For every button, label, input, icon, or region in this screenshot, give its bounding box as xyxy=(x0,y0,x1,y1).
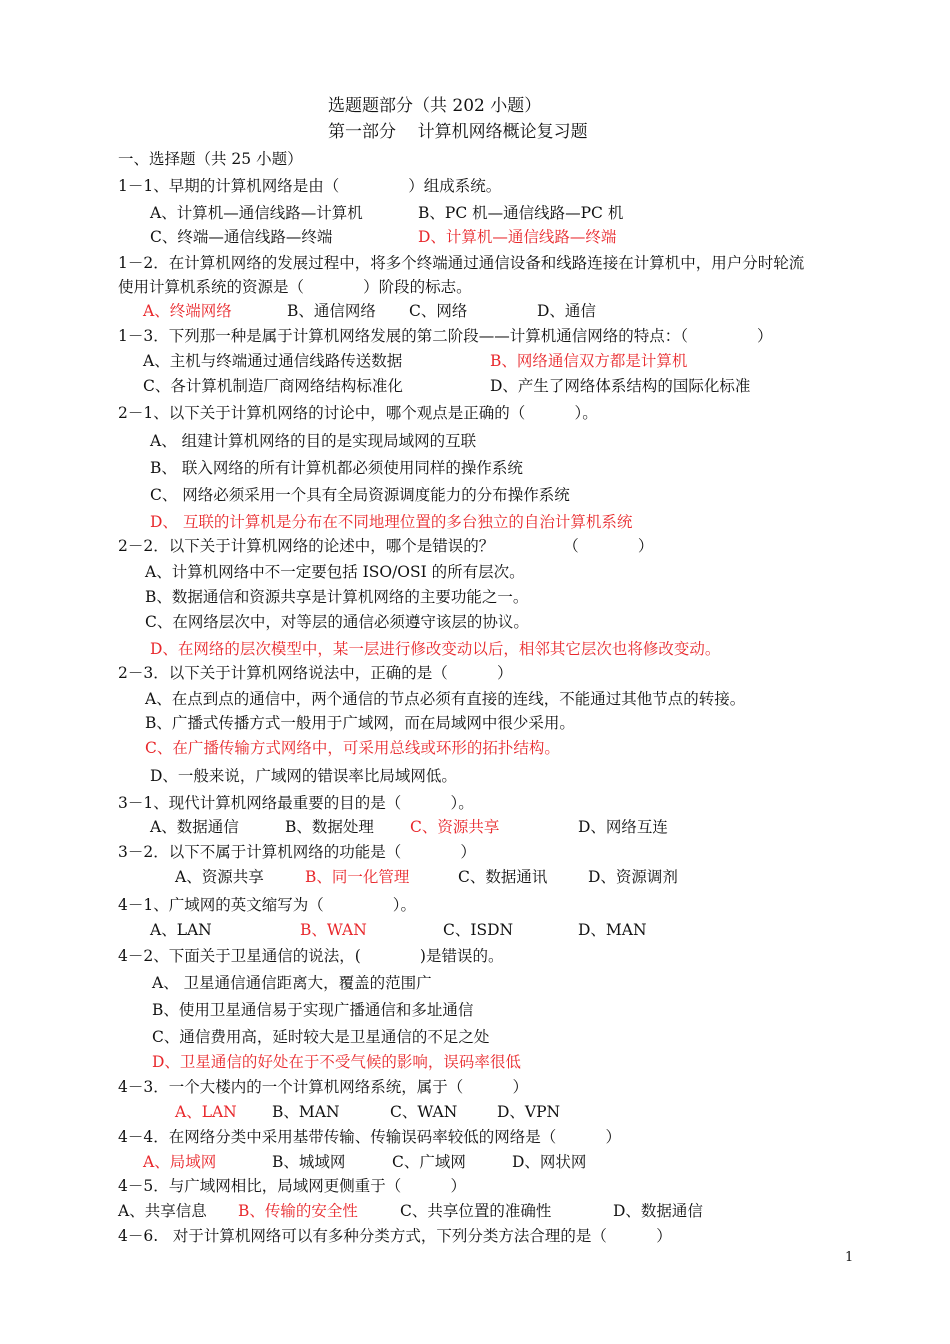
text-line: B、MAN xyxy=(272,1103,340,1121)
text-line: 4－4．在网络分类中采用基带传输、传输误码率较低的网络是（ ） xyxy=(118,1128,621,1146)
text-line: 2－3．以下关于计算机网络说法中，正确的是（ ） xyxy=(118,664,513,682)
document-title: 选题题部分（共 202 小题） xyxy=(328,96,542,116)
part-title: 第一部分 计算机网络概论复习题 xyxy=(328,122,588,142)
text-line: C、WAN xyxy=(390,1103,458,1121)
text-line: A、局域网 xyxy=(143,1153,217,1171)
text-line: A、在点到点的通信中，两个通信的节点必须有直接的连线，不能通过其他节点的转接。 xyxy=(145,690,746,708)
text-line: C、各计算机制造厂商网络结构标准化 xyxy=(143,377,403,395)
text-line: 1－3．下列那一种是属于计算机网络发展的第二阶段——计算机通信网络的特点：（ ） xyxy=(118,327,773,345)
text-line: D、网状网 xyxy=(512,1153,587,1171)
text-line: C、在广播传输方式网络中，可采用总线或环形的拓扑结构。 xyxy=(145,739,560,757)
text-line: D、资源调剂 xyxy=(588,868,678,886)
text-line: 2－2．以下关于计算机网络的论述中，哪个是错误的？ （ ） xyxy=(118,537,654,555)
text-line: C、网络 xyxy=(409,302,468,320)
page-number: 1 xyxy=(845,1250,854,1265)
text-line: 使用计算机系统的资源是（ ）阶段的标志。 xyxy=(118,278,472,296)
text-line: B、数据处理 xyxy=(285,818,374,836)
text-line: C、在网络层次中，对等层的通信必须遵守该层的协议。 xyxy=(145,613,529,631)
text-line: C、通信费用高，延时较大是卫星通信的不足之处 xyxy=(152,1028,490,1046)
text-line: D、计算机—通信线路—终端 xyxy=(418,228,617,246)
text-line: A、 组建计算机网络的目的是实现局域网的互联 xyxy=(150,432,477,450)
text-line: B、 联入网络的所有计算机都必须使用同样的操作系统 xyxy=(150,459,523,477)
text-line: A、 卫星通信通信距离大，覆盖的范围广 xyxy=(152,974,432,992)
text-line: A、主机与终端通过通信线路传送数据 xyxy=(143,352,403,370)
text-line: 3－2．以下不属于计算机网络的功能是（ ） xyxy=(118,843,476,861)
text-line: D、数据通信 xyxy=(613,1202,703,1220)
text-line: B、通信网络 xyxy=(287,302,376,320)
text-line: B、网络通信双方都是计算机 xyxy=(490,352,688,370)
text-line: 4－6. 对于计算机网络可以有多种分类方式，下列分类方法合理的是（ ） xyxy=(118,1227,672,1245)
text-line: B、使用卫星通信易于实现广播通信和多址通信 xyxy=(152,1001,474,1019)
section-heading: 一、选择题（共 25 小题） xyxy=(118,150,303,168)
text-line: D、MAN xyxy=(578,921,647,939)
text-line: 3－1、现代计算机网络最重要的目的是（ ）。 xyxy=(118,794,474,812)
text-line: B、广播式传播方式一般用于广域网，而在局域网中很少采用。 xyxy=(145,714,575,732)
text-line: D、通信 xyxy=(537,302,596,320)
text-line: 1－1、早期的计算机网络是由（ ）组成系统。 xyxy=(118,177,502,195)
text-line: A、LAN xyxy=(175,1103,237,1121)
text-line: 4－3．一个大楼内的一个计算机网络系统，属于（ ） xyxy=(118,1078,528,1096)
text-line: A、资源共享 xyxy=(175,868,264,886)
text-line: D、在网络的层次模型中，某一层进行修改变动以后，相邻其它层次也将修改变动。 xyxy=(150,640,721,658)
text-line: C、资源共享 xyxy=(410,818,500,836)
text-line: B、数据通信和资源共享是计算机网络的主要功能之一。 xyxy=(145,588,529,606)
text-line: C、ISDN xyxy=(443,921,514,939)
text-line: 4－1、广域网的英文缩写为（ ）。 xyxy=(118,896,416,914)
text-line: C、共享位置的准确性 xyxy=(400,1202,552,1220)
text-line: A、共享信息 xyxy=(118,1202,207,1220)
text-line: D、一般来说，广域网的错误率比局域网低。 xyxy=(150,767,457,785)
text-line: C、广域网 xyxy=(392,1153,466,1171)
text-line: 2－1、以下关于计算机网络的讨论中，哪个观点是正确的（ ）。 xyxy=(118,404,598,422)
text-line: D、 互联的计算机是分布在不同地理位置的多台独立的自治计算机系统 xyxy=(150,513,633,531)
text-line: D、VPN xyxy=(497,1103,561,1121)
text-line: A、数据通信 xyxy=(150,818,239,836)
text-line: 4－5．与广域网相比，局域网更侧重于（ ） xyxy=(118,1177,466,1195)
text-line: D、产生了网络体系结构的国际化标准 xyxy=(490,377,751,395)
text-line: A、计算机—通信线路—计算机 xyxy=(150,204,363,222)
text-line: D、卫星通信的好处在于不受气候的影响，误码率很低 xyxy=(152,1053,521,1071)
text-line: B、传输的安全性 xyxy=(238,1202,358,1220)
text-line: D、网络互连 xyxy=(578,818,668,836)
text-line: 1－2．在计算机网络的发展过程中，将多个终端通过通信设备和线路连接在计算机中，用户分时轮流 xyxy=(118,254,805,272)
text-line: B、城域网 xyxy=(272,1153,346,1171)
text-line: C、数据通讯 xyxy=(458,868,548,886)
text-line: B、PC 机—通信线路—PC 机 xyxy=(418,204,624,222)
text-line: 4－2、下面关于卫星通信的说法，( )是错误的。 xyxy=(118,947,504,965)
text-line: A、计算机网络中不一定要包括 ISO/OSI 的所有层次。 xyxy=(145,563,525,581)
text-line: A、终端网络 xyxy=(143,302,232,320)
text-line: C、终端—通信线路—终端 xyxy=(150,228,333,246)
text-line: B、同一化管理 xyxy=(305,868,410,886)
text-line: B、WAN xyxy=(300,921,367,939)
text-line: A、LAN xyxy=(150,921,212,939)
text-line: C、 网络必须采用一个具有全局资源调度能力的分布操作系统 xyxy=(150,486,570,504)
